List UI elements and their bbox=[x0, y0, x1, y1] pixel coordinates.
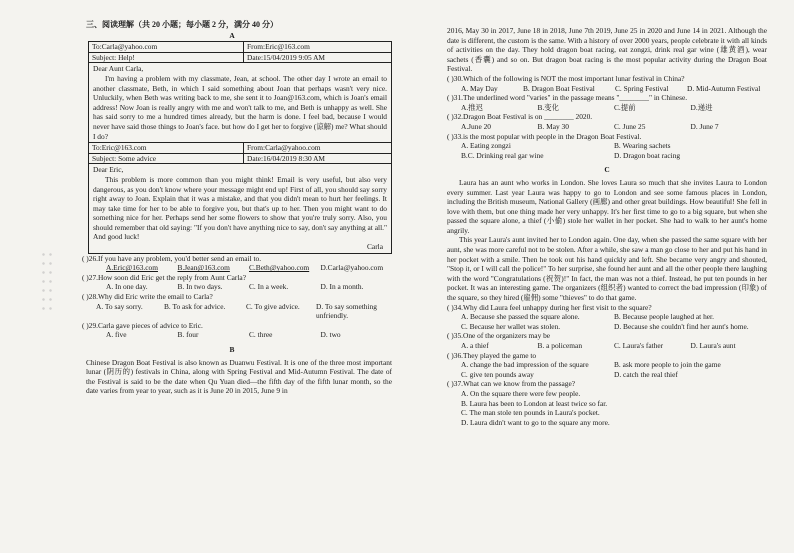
right-column bbox=[447, 26, 767, 427]
option-a: A. May Day bbox=[461, 83, 498, 93]
passage-b-text-left: Chinese Dragon Boat Festival is also known as Duanwu Festival. It is one of the three most important lunar (阴历的) festivals in China, along with Spring Festival and Mid-Autumn Festival. The date of the Festival is said to be the date when Qu Yuan died—the fifth day of the fifth lunar month, so the date varies from year to year, such as it is June 20 in 2015, June 9 in bbox=[86, 357, 392, 396]
option-b: B. a policeman bbox=[537, 341, 583, 350]
question-31 bbox=[447, 93, 767, 112]
options bbox=[461, 312, 767, 331]
question-text: ( )27.How soon did Eric get the reply from Aunt Carla? bbox=[82, 272, 246, 282]
mail1-text: I'm having a problem with my classmate, Jean, at school. The other day I wrote an email to another classmate, Beth, in which I said something about Joan that perhaps wasn't very nice. Unluckily, when Beth was writing back to me, she sent it to Joan@163.com, which is Joan's email address! Now Joan is really angry with me and won't talk to me, and Beth is unhappy as well. She has said sorry to me a hundred times already, but the harm is done. I feel bad, because I would never have said those things to Joan's face. but how do I get her to forgive (谅解) me? What should I do? bbox=[93, 73, 387, 141]
passage-b-text-right: 2016, May 30 in 2017, June 18 in 2018, June 7th 2019, June 25 in 2020 and June 14 in 2021. Although the date is different, the custom is the same. With a history of over 2000 years, people celebrate it with all kinds of activities on the day. They hold dragon boat racing, eat zongzi, drink real gar wine (雄黄酒), wear sachets (香囊) and so on. But dragon boat racing is the most popular activity during the Dragon Boat Festival. bbox=[447, 26, 767, 74]
option-b: B.Jean@163.com bbox=[177, 263, 230, 273]
options bbox=[106, 263, 392, 273]
mail2-date: Date:16/04/2019 8:30 AM bbox=[247, 153, 326, 163]
mail1-greeting: Dear Aunt Carla, bbox=[93, 64, 144, 74]
option-c: C. Laura's father bbox=[614, 341, 664, 350]
options bbox=[461, 141, 767, 160]
options bbox=[461, 103, 767, 113]
option-a: A. change the bad impression of the square bbox=[461, 360, 589, 370]
question-36 bbox=[447, 351, 767, 380]
question-text: ( )35.One of the organizers may be bbox=[447, 331, 551, 341]
question-text: ( )31.The underlined word "varies" in the passage means "________" in Chinese. bbox=[447, 93, 688, 103]
mail2-header-row bbox=[89, 143, 391, 154]
option-c: C. The man stole ten pounds in Laura's pocket. bbox=[461, 408, 600, 418]
option-a: A.Eric@163.com bbox=[106, 263, 158, 273]
question-32 bbox=[447, 112, 767, 131]
option-a: A. Eating zongzi bbox=[461, 141, 511, 151]
question-text: ( )28.Why did Eric write the email to Carla? bbox=[82, 292, 213, 302]
options bbox=[106, 282, 392, 292]
question-35 bbox=[447, 331, 767, 350]
option-c: C. In a week. bbox=[249, 282, 289, 292]
passage-c-paragraph-2: This year Laura's aunt invited her to London again. One day, when she passed the same square with her aunt, she was more careful not to be stolen. After a while, she saw a man go close to her and put his hand in her pocket with a smile. Then he took out his hand quickly and left. She became very angry and shouted, "Stop it, or I will call the police!" To her surprise, she found her aunt and all the other people there laughing with the word "Congratulations (祝贺)!" In fact, the man was not a thief. Instead, he put ten pounds in her pocket. It was an interesting game. The organizers (组织者) wanted to correct the bad impression (印象) of the square, so they hired (雇佣) some "thieves" to do that game. bbox=[447, 235, 767, 303]
option-b: B. May 30 bbox=[537, 121, 569, 131]
option-d: D. Mid-Autumn Festival bbox=[687, 83, 761, 93]
passage-b-mark: B bbox=[229, 345, 235, 354]
mail1-to: To:Carla@yahoo.com bbox=[89, 42, 244, 52]
option-c: C. three bbox=[249, 330, 273, 340]
option-b: B. Dragon Boat Festival bbox=[523, 83, 595, 93]
section-title: 三、阅读理解（共 20 小题；每小题 2 分，满分 40 分） bbox=[86, 20, 278, 29]
option-d: D. Dragon boat racing bbox=[614, 150, 681, 160]
mail1-subject: Subject: Help! bbox=[89, 53, 244, 63]
question-text: ( )36.They played the game to bbox=[447, 350, 537, 360]
question-34 bbox=[447, 303, 767, 332]
question-29 bbox=[82, 321, 392, 340]
mail2-greeting: Dear Eric, bbox=[93, 165, 124, 175]
question-text: ( )33.is the most popular with people in the Dragon Boat Festival. bbox=[447, 131, 642, 141]
question-28 bbox=[82, 292, 392, 321]
option-b: B. ask more people to join the game bbox=[614, 360, 721, 370]
options bbox=[461, 341, 767, 351]
option-b: B. Laura has been to London at least twice so far. bbox=[461, 398, 608, 408]
question-text: ( )37.What can we know from the passage? bbox=[447, 379, 576, 389]
option-d: D. Because she couldn't find her aunt's home. bbox=[614, 321, 749, 331]
option-a: A. To say sorry. bbox=[96, 301, 143, 311]
mail2-from: From:Carla@yahoo.com bbox=[247, 143, 321, 153]
option-c: C. Because her wallet was stolen. bbox=[461, 321, 561, 331]
option-d: D. two bbox=[320, 330, 341, 340]
question-26 bbox=[82, 254, 392, 273]
option-b: B. Wearing sachets bbox=[614, 141, 671, 151]
option-a: A. In one day. bbox=[106, 282, 148, 292]
option-d: D.Carla@yahoo.com bbox=[320, 263, 384, 273]
options bbox=[461, 389, 767, 427]
option-d: D.递进 bbox=[690, 102, 713, 112]
option-d: D. Laura's aunt bbox=[690, 341, 736, 350]
question-27 bbox=[82, 273, 392, 292]
option-d: D. In a month. bbox=[320, 282, 364, 292]
option-b: B. Because people laughed at her. bbox=[614, 312, 714, 322]
mail2-body bbox=[89, 164, 391, 252]
mail1-header-row bbox=[89, 42, 391, 53]
option-d: D. Laura didn't want to go to the square any more. bbox=[461, 417, 610, 427]
mail1-from: From:Eric@163.com bbox=[247, 42, 310, 52]
option-c: C. To give advice. bbox=[246, 301, 300, 311]
question-text: ( )26.If you have any problem, you'd better send an email to. bbox=[82, 253, 262, 263]
question-text: ( )32.Dragon Boat Festival is on ________ 2020. bbox=[447, 112, 593, 122]
option-a: A. On the square there were few people. bbox=[461, 388, 581, 398]
mail2-subject-row bbox=[89, 154, 391, 165]
question-37 bbox=[447, 379, 767, 427]
left-column bbox=[72, 0, 392, 396]
question-text: ( )34.Why did Laura feel unhappy during her first visit to the square? bbox=[447, 302, 652, 312]
question-33 bbox=[447, 132, 767, 161]
passage-c-paragraph-1: Laura has an aunt who works in London. She loves Laura so much that she invites Laura to London every summer. Last year Laura was happy to go to London and see some famous places in London, including the British museum, National Gallery (画廊) and other great buildings. How beautiful! She fell in love with them, but one thing made her very unhappy. It's her first time to go to a big square, but when she passed the square alone, a thief (小偷) stole her wallet in her pocket. She had to walk to her aunt's home angrily. bbox=[447, 177, 767, 235]
mail2-subject: Subject: Some advice bbox=[89, 154, 244, 164]
option-a: A.推迟 bbox=[461, 102, 483, 112]
option-b: B. In two days. bbox=[177, 282, 223, 292]
option-b: B.变化 bbox=[537, 102, 560, 112]
mail1-body bbox=[89, 63, 391, 143]
option-d: D. June 7 bbox=[690, 121, 719, 131]
option-a: A.June 20 bbox=[461, 121, 491, 131]
option-c: C. give ten pounds away bbox=[461, 369, 534, 379]
options bbox=[106, 330, 392, 340]
option-c: C.Beth@yahoo.com bbox=[249, 263, 310, 273]
options bbox=[461, 360, 767, 379]
option-b: B. To ask for advice. bbox=[164, 301, 226, 311]
option-a: A. a thief bbox=[461, 341, 489, 350]
option-a: A. five bbox=[106, 330, 127, 340]
options bbox=[461, 122, 767, 132]
mail2-text: This problem is more common than you might think! Email is very useful, but also very dangerous, as you don't know where your message might end up! First of all, you should say sorry right away to Joan. Explain that it was a mistake, and that you didn't mean to hurt her feelings. It may take time for her to be able to forgive you, but that's up to her. Then you might want to do something nice for her. Perhaps send her some flowers to show that you're truly sorry. Also, you should remember that old saying: "If you don't have anything nice to say, don't say anything at all." And good luck! bbox=[93, 174, 387, 242]
question-text: ( )30.Which of the following is NOT the most important lunar festival in China? bbox=[447, 73, 685, 83]
option-b: B. four bbox=[177, 330, 199, 340]
mail2-to: To:Eric@163.com bbox=[89, 143, 244, 153]
option-d: D. catch the real thief bbox=[614, 369, 678, 379]
option-c: C. Spring Festival bbox=[615, 83, 669, 93]
scan-noise bbox=[40, 250, 54, 310]
question-text: ( )29.Carla gave pieces of advice to Eric. bbox=[82, 320, 203, 330]
option-c: C. June 25 bbox=[614, 121, 646, 131]
mail2-signature: Carla bbox=[366, 242, 383, 252]
passage-a-mark: A bbox=[229, 30, 235, 40]
question-30 bbox=[447, 74, 767, 93]
mail1-date: Date:15/04/2019 9:05 AM bbox=[247, 52, 326, 62]
option-c: C.提前 bbox=[614, 102, 636, 112]
email-table bbox=[88, 41, 392, 253]
option-d: D. To say something unfriendly. bbox=[316, 301, 377, 321]
option-c: B.C. Drinking real gar wine bbox=[461, 150, 544, 160]
options bbox=[461, 84, 767, 94]
passage-c-mark: C bbox=[604, 165, 610, 175]
options bbox=[96, 302, 392, 321]
mail1-subject-row bbox=[89, 53, 391, 64]
option-a: A. Because she passed the square alone. bbox=[461, 312, 580, 322]
